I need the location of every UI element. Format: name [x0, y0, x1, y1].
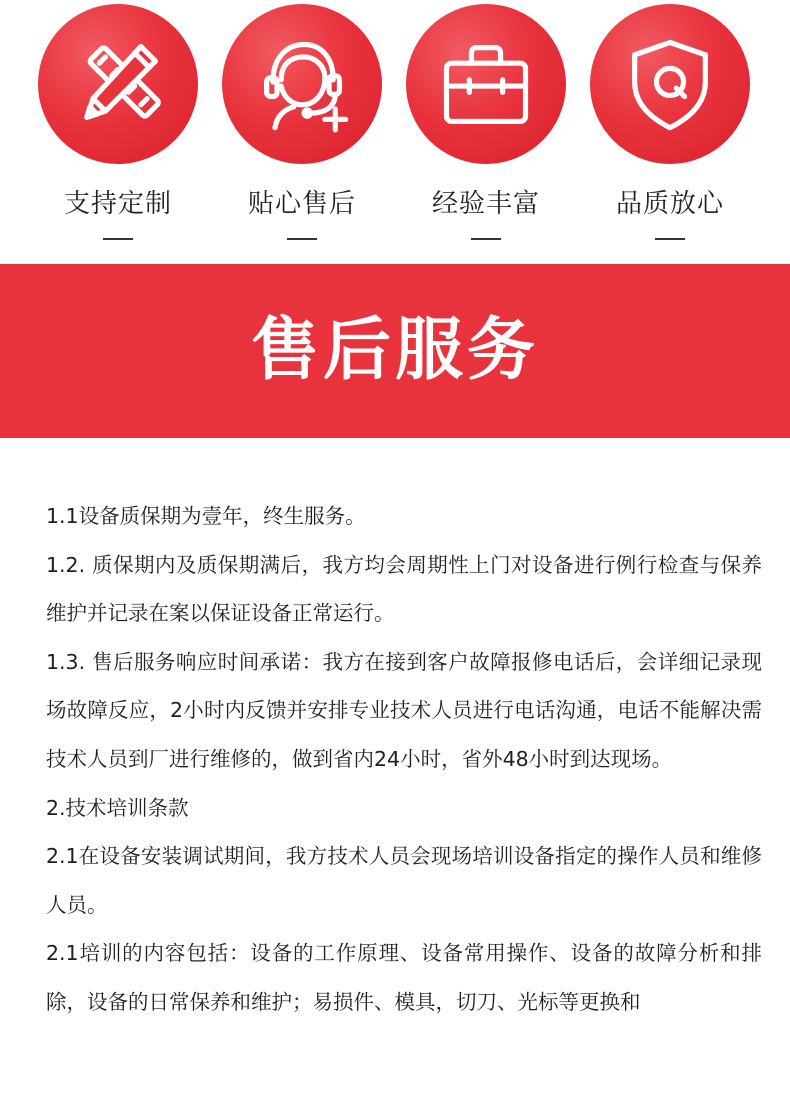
feature-label: 贴心售后	[247, 189, 356, 219]
paragraph-training-onsite: 2.1在设备安装调试期间，我方技术人员会现场培训设备指定的操作人员和维修人员。	[46, 844, 762, 917]
feature-label: 品质放心	[615, 189, 724, 219]
feature-label: 经验丰富	[431, 189, 540, 219]
paragraph-inspection: 1.2. 质保期内及质保期满后，我方均会周期性上门对设备进行例行检查与保养维护并记录在案以保证设备正常运行。	[46, 552, 762, 626]
feature-circle	[406, 4, 566, 164]
paragraph-response-time: 1.3. 售后服务响应时间承诺：我方在接到客户故障报修电话后，会详细记录现场故障反应，2小时内反馈并安排专业技术人员进行电话沟通，电话不能解决需技术人员到厂进行维修的，做到省内24小时，省外48小时到达现场。	[46, 649, 762, 771]
section-banner	[0, 264, 790, 438]
feature-experience	[406, 4, 566, 240]
feature-custom	[38, 4, 198, 240]
pencil-ruler-icon	[66, 32, 170, 136]
service-terms	[46, 492, 762, 1027]
feature-divider	[655, 238, 685, 240]
feature-aftersales	[222, 4, 382, 240]
feature-divider	[287, 238, 317, 240]
feature-row	[0, 0, 790, 262]
feature-label: 支持定制	[63, 189, 172, 219]
feature-divider	[471, 238, 501, 240]
headset-support-icon	[250, 32, 354, 136]
paragraph-training-heading: 2.技术培训条款	[46, 795, 189, 820]
feature-quality	[590, 4, 750, 240]
feature-circle	[222, 4, 382, 164]
banner-title: 售后服务	[250, 311, 539, 390]
feature-circle	[590, 4, 750, 164]
shield-quality-icon	[618, 32, 722, 136]
feature-circle	[38, 4, 198, 164]
paragraph-warranty: 1.1设备质保期为壹年，终生服务。	[46, 504, 366, 528]
paragraph-training-content: 2.1培训的内容包括：设备的工作原理、设备常用操作、设备的故障分析和排除，设备的日常保养和维护；易损件、模具，切刀、光标等更换和	[46, 941, 762, 1014]
feature-divider	[103, 238, 133, 240]
briefcase-icon	[434, 32, 538, 136]
